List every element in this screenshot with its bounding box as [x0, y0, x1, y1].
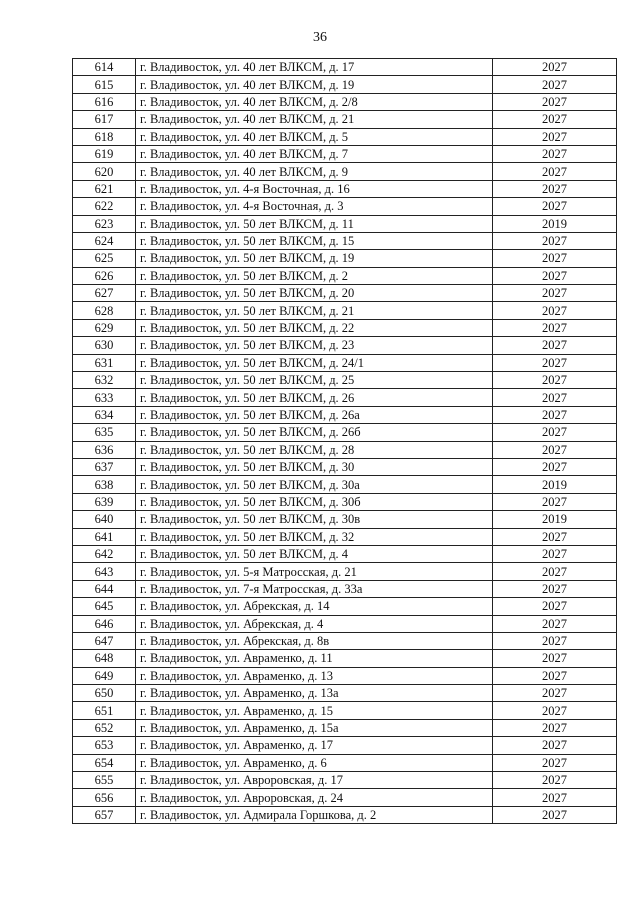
table-row [73, 267, 617, 284]
table-row [73, 337, 617, 354]
address-cell: г. Владивосток, ул. Авраменко, д. 17 [136, 737, 493, 754]
address-cell: г. Владивосток, ул. 50 лет ВЛКСМ, д. 26а [136, 406, 493, 423]
table-row [73, 615, 617, 632]
address-cell: г. Владивосток, ул. 5-я Матросская, д. 21 [136, 563, 493, 580]
row-number-cell: 642 [73, 545, 136, 562]
address-cell: г. Владивосток, ул. 40 лет ВЛКСМ, д. 9 [136, 163, 493, 180]
table-row [73, 476, 617, 493]
year-cell: 2027 [493, 163, 617, 180]
row-number-cell: 633 [73, 389, 136, 406]
row-number-cell: 619 [73, 145, 136, 162]
year-cell: 2027 [493, 493, 617, 510]
year-cell: 2027 [493, 528, 617, 545]
address-cell: г. Владивосток, ул. Авраменко, д. 11 [136, 650, 493, 667]
year-cell: 2027 [493, 737, 617, 754]
table-row [73, 372, 617, 389]
address-cell: г. Владивосток, ул. 50 лет ВЛКСМ, д. 26б [136, 424, 493, 441]
row-number-cell: 645 [73, 598, 136, 615]
table-row [73, 250, 617, 267]
row-number-cell: 636 [73, 441, 136, 458]
address-cell: г. Владивосток, ул. Абрекская, д. 8в [136, 632, 493, 649]
address-cell: г. Владивосток, ул. 50 лет ВЛКСМ, д. 24/1 [136, 354, 493, 371]
page-number: 36 [313, 30, 327, 45]
row-number-cell: 656 [73, 789, 136, 806]
year-cell: 2027 [493, 563, 617, 580]
address-cell: г. Владивосток, ул. Авраменко, д. 6 [136, 754, 493, 771]
year-cell: 2027 [493, 302, 617, 319]
table-row [73, 598, 617, 615]
address-cell: г. Владивосток, ул. 50 лет ВЛКСМ, д. 30б [136, 493, 493, 510]
row-number-cell: 627 [73, 285, 136, 302]
year-cell: 2027 [493, 128, 617, 145]
row-number-cell: 648 [73, 650, 136, 667]
row-number-cell: 634 [73, 406, 136, 423]
row-number-cell: 639 [73, 493, 136, 510]
year-cell: 2027 [493, 232, 617, 249]
address-cell: г. Владивосток, ул. 50 лет ВЛКСМ, д. 15 [136, 232, 493, 249]
table-row [73, 580, 617, 597]
table-row [73, 458, 617, 475]
year-cell: 2027 [493, 59, 617, 76]
table-row [73, 528, 617, 545]
year-cell: 2027 [493, 267, 617, 284]
address-table [72, 58, 617, 824]
row-number-cell: 646 [73, 615, 136, 632]
row-number-cell: 624 [73, 232, 136, 249]
table-row [73, 111, 617, 128]
year-cell: 2027 [493, 458, 617, 475]
table-row [73, 511, 617, 528]
row-number-cell: 644 [73, 580, 136, 597]
year-cell: 2027 [493, 372, 617, 389]
address-cell: г. Владивосток, ул. 50 лет ВЛКСМ, д. 30а [136, 476, 493, 493]
row-number-cell: 641 [73, 528, 136, 545]
address-cell: г. Владивосток, ул. 50 лет ВЛКСМ, д. 11 [136, 215, 493, 232]
year-cell: 2027 [493, 285, 617, 302]
year-cell: 2027 [493, 806, 617, 823]
table-row [73, 198, 617, 215]
row-number-cell: 637 [73, 458, 136, 475]
table-row [73, 806, 617, 823]
table-row [73, 93, 617, 110]
row-number-cell: 638 [73, 476, 136, 493]
year-cell: 2027 [493, 632, 617, 649]
row-number-cell: 626 [73, 267, 136, 284]
row-number-cell: 630 [73, 337, 136, 354]
row-number-cell: 622 [73, 198, 136, 215]
year-cell: 2027 [493, 545, 617, 562]
address-cell: г. Владивосток, ул. Авроровская, д. 24 [136, 789, 493, 806]
year-cell: 2027 [493, 180, 617, 197]
year-cell: 2027 [493, 319, 617, 336]
address-cell: г. Владивосток, ул. 7-я Матросская, д. 33а [136, 580, 493, 597]
year-cell: 2027 [493, 772, 617, 789]
year-cell: 2027 [493, 389, 617, 406]
address-cell: г. Владивосток, ул. 50 лет ВЛКСМ, д. 20 [136, 285, 493, 302]
year-cell: 2027 [493, 198, 617, 215]
address-cell: г. Владивосток, ул. 40 лет ВЛКСМ, д. 17 [136, 59, 493, 76]
address-cell: г. Владивосток, ул. Абрекская, д. 4 [136, 615, 493, 632]
row-number-cell: 647 [73, 632, 136, 649]
year-cell: 2019 [493, 511, 617, 528]
row-number-cell: 640 [73, 511, 136, 528]
address-cell: г. Владивосток, ул. 50 лет ВЛКСМ, д. 21 [136, 302, 493, 319]
year-cell: 2027 [493, 789, 617, 806]
table-row [73, 441, 617, 458]
address-cell: г. Владивосток, ул. 50 лет ВЛКСМ, д. 32 [136, 528, 493, 545]
row-number-cell: 654 [73, 754, 136, 771]
address-cell: г. Владивосток, ул. Авраменко, д. 13 [136, 667, 493, 684]
table-row [73, 354, 617, 371]
year-cell: 2027 [493, 93, 617, 110]
address-cell: г. Владивосток, ул. 40 лет ВЛКСМ, д. 19 [136, 76, 493, 93]
row-number-cell: 652 [73, 719, 136, 736]
year-cell: 2027 [493, 76, 617, 93]
table-row [73, 667, 617, 684]
row-number-cell: 621 [73, 180, 136, 197]
table-row [73, 163, 617, 180]
address-cell: г. Владивосток, ул. Авраменко, д. 15а [136, 719, 493, 736]
row-number-cell: 653 [73, 737, 136, 754]
year-cell: 2027 [493, 615, 617, 632]
row-number-cell: 631 [73, 354, 136, 371]
table-row [73, 685, 617, 702]
year-cell: 2027 [493, 337, 617, 354]
row-number-cell: 650 [73, 685, 136, 702]
row-number-cell: 614 [73, 59, 136, 76]
address-cell: г. Владивосток, ул. 50 лет ВЛКСМ, д. 2 [136, 267, 493, 284]
year-cell: 2027 [493, 702, 617, 719]
table-row [73, 493, 617, 510]
address-cell: г. Владивосток, ул. 50 лет ВЛКСМ, д. 4 [136, 545, 493, 562]
table-row [73, 719, 617, 736]
year-cell: 2027 [493, 111, 617, 128]
address-cell: г. Владивосток, ул. 40 лет ВЛКСМ, д. 2/8 [136, 93, 493, 110]
year-cell: 2027 [493, 145, 617, 162]
row-number-cell: 657 [73, 806, 136, 823]
table-row [73, 232, 617, 249]
year-cell: 2027 [493, 667, 617, 684]
year-cell: 2027 [493, 250, 617, 267]
address-cell: г. Владивосток, ул. Адмирала Горшкова, д. 2 [136, 806, 493, 823]
address-cell: г. Владивосток, ул. 40 лет ВЛКСМ, д. 7 [136, 145, 493, 162]
address-cell: г. Владивосток, ул. 50 лет ВЛКСМ, д. 26 [136, 389, 493, 406]
address-cell: г. Владивосток, ул. Авроровская, д. 17 [136, 772, 493, 789]
row-number-cell: 655 [73, 772, 136, 789]
table-row [73, 302, 617, 319]
year-cell: 2027 [493, 406, 617, 423]
row-number-cell: 632 [73, 372, 136, 389]
table-row [73, 789, 617, 806]
table-row [73, 319, 617, 336]
table-row [73, 215, 617, 232]
year-cell: 2027 [493, 598, 617, 615]
table-row [73, 702, 617, 719]
row-number-cell: 617 [73, 111, 136, 128]
address-cell: г. Владивосток, ул. 50 лет ВЛКСМ, д. 19 [136, 250, 493, 267]
year-cell: 2027 [493, 685, 617, 702]
year-cell: 2027 [493, 754, 617, 771]
address-cell: г. Владивосток, ул. 40 лет ВЛКСМ, д. 21 [136, 111, 493, 128]
table-row [73, 545, 617, 562]
address-cell: г. Владивосток, ул. 50 лет ВЛКСМ, д. 28 [136, 441, 493, 458]
table-row [73, 389, 617, 406]
table-row [73, 650, 617, 667]
year-cell: 2019 [493, 215, 617, 232]
row-number-cell: 629 [73, 319, 136, 336]
year-cell: 2027 [493, 719, 617, 736]
row-number-cell: 643 [73, 563, 136, 580]
year-cell: 2027 [493, 650, 617, 667]
row-number-cell: 628 [73, 302, 136, 319]
address-cell: г. Владивосток, ул. Авраменко, д. 13а [136, 685, 493, 702]
table-row [73, 180, 617, 197]
table-body [73, 59, 617, 824]
row-number-cell: 651 [73, 702, 136, 719]
table-row [73, 754, 617, 771]
address-cell: г. Владивосток, ул. 50 лет ВЛКСМ, д. 23 [136, 337, 493, 354]
table-row [73, 59, 617, 76]
table-row [73, 76, 617, 93]
row-number-cell: 615 [73, 76, 136, 93]
row-number-cell: 616 [73, 93, 136, 110]
address-cell: г. Владивосток, ул. 50 лет ВЛКСМ, д. 22 [136, 319, 493, 336]
table-row [73, 285, 617, 302]
address-cell: г. Владивосток, ул. 50 лет ВЛКСМ, д. 30в [136, 511, 493, 528]
row-number-cell: 623 [73, 215, 136, 232]
table-row [73, 406, 617, 423]
row-number-cell: 635 [73, 424, 136, 441]
table-row [73, 563, 617, 580]
address-cell: г. Владивосток, ул. 50 лет ВЛКСМ, д. 25 [136, 372, 493, 389]
table-row [73, 737, 617, 754]
table-row [73, 145, 617, 162]
address-cell: г. Владивосток, ул. 40 лет ВЛКСМ, д. 5 [136, 128, 493, 145]
address-cell: г. Владивосток, ул. Авраменко, д. 15 [136, 702, 493, 719]
table-row [73, 128, 617, 145]
year-cell: 2027 [493, 354, 617, 371]
year-cell: 2027 [493, 580, 617, 597]
table-row [73, 772, 617, 789]
address-cell: г. Владивосток, ул. 4-я Восточная, д. 3 [136, 198, 493, 215]
row-number-cell: 649 [73, 667, 136, 684]
year-cell: 2027 [493, 441, 617, 458]
address-cell: г. Владивосток, ул. Абрекская, д. 14 [136, 598, 493, 615]
row-number-cell: 618 [73, 128, 136, 145]
year-cell: 2027 [493, 424, 617, 441]
row-number-cell: 625 [73, 250, 136, 267]
year-cell: 2019 [493, 476, 617, 493]
row-number-cell: 620 [73, 163, 136, 180]
table-row [73, 632, 617, 649]
address-cell: г. Владивосток, ул. 50 лет ВЛКСМ, д. 30 [136, 458, 493, 475]
address-cell: г. Владивосток, ул. 4-я Восточная, д. 16 [136, 180, 493, 197]
table-row [73, 424, 617, 441]
